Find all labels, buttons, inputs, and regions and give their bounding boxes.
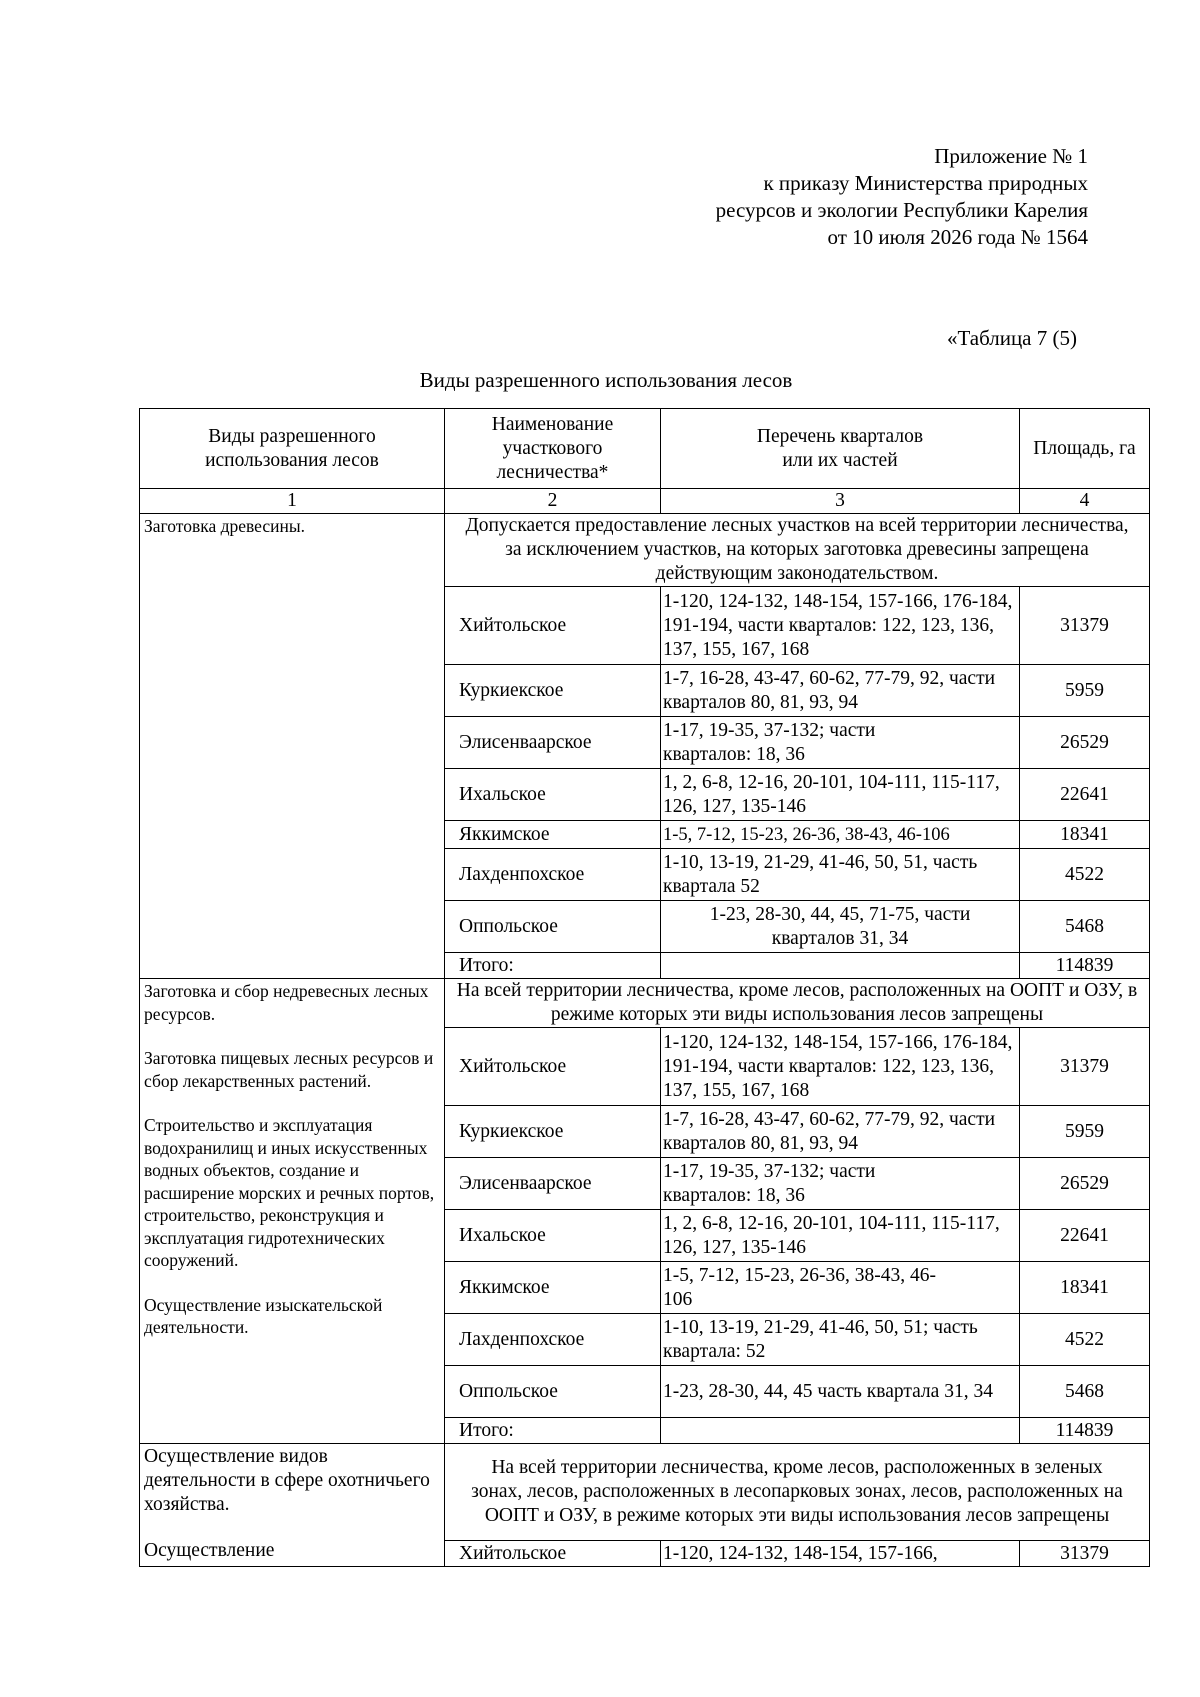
quarters-list: 1-23, 28-30, 44, 45 часть квартала 31, 34 bbox=[661, 1366, 1020, 1418]
header-forestry: Наименование участкового лесничества* bbox=[445, 409, 661, 489]
annex-block bbox=[716, 143, 1088, 251]
annex-line-3: ресурсов и экологии Республики Карелия bbox=[715, 198, 1088, 222]
quarters-list: 1-17, 19-35, 37-132; части кварталов: 18, 36 bbox=[661, 1158, 1020, 1210]
area-value: 26529 bbox=[1020, 1158, 1150, 1210]
quarters-list: 1, 2, 6-8, 12-16, 20-101, 104-111, 115-117, 126, 127, 135-146 bbox=[661, 1210, 1020, 1262]
total-label: Итого: bbox=[445, 953, 661, 979]
use-type-text: Осуществление изыскательской деятельности. bbox=[144, 1294, 383, 1337]
table-row bbox=[140, 514, 1150, 587]
forestry-name: Оппольское bbox=[445, 901, 661, 953]
area-value: 4522 bbox=[1020, 1314, 1150, 1366]
quarters-list: 1-17, 19-35, 37-132; части кварталов: 18, 36 bbox=[661, 717, 1020, 769]
section-note: На всей территории лесничества, кроме лесов, расположенных на ООПТ и ОЗУ, в режиме которых эти виды использования лесов запрещены bbox=[445, 979, 1150, 1028]
annex-line-4: от 10 июля 2026 года № 1564 bbox=[827, 225, 1088, 249]
quarters-list: 1-10, 13-19, 21-29, 41-46, 50, 51, часть квартала 52 bbox=[661, 849, 1020, 901]
forestry-name: Хийтольское bbox=[445, 1541, 661, 1567]
area-value: 4522 bbox=[1020, 849, 1150, 901]
table-number: «Таблица 7 (5) bbox=[946, 326, 1077, 350]
column-number: 2 bbox=[445, 489, 661, 514]
use-type-cell bbox=[140, 1444, 445, 1567]
area-value: 5468 bbox=[1020, 1366, 1150, 1418]
area-value: 18341 bbox=[1020, 821, 1150, 849]
use-type-text: Осуществление bbox=[144, 1540, 275, 1561]
header-area: Площадь, га bbox=[1020, 409, 1150, 489]
total-label: Итого: bbox=[445, 1418, 661, 1444]
section-note: Допускается предоставление лесных участков на всей территории лесничества, за исключением участков, на которых заготовка древесины запрещена действующим законодательством. bbox=[445, 514, 1150, 587]
quarters-list: 1-120, 124-132, 148-154, 157-166, bbox=[661, 1541, 1020, 1567]
forestry-name: Элисенваарское bbox=[445, 1158, 661, 1210]
header-quarters: Перечень кварталов или их частей bbox=[661, 409, 1020, 489]
area-value: 31379 bbox=[1020, 1028, 1150, 1106]
use-type-text: Заготовка древесины. bbox=[144, 516, 306, 536]
forestry-name: Оппольское bbox=[445, 1366, 661, 1418]
quarters-list: 1-7, 16-28, 43-47, 60-62, 77-79, 92, части кварталов 80, 81, 93, 94 bbox=[661, 1106, 1020, 1158]
area-value: 22641 bbox=[1020, 1210, 1150, 1262]
quarters-list: 1-120, 124-132, 148-154, 157-166, 176-184, 191-194, части кварталов: 122, 123, 136, 137, 155, 167, 168 bbox=[661, 1028, 1020, 1106]
use-type-text: Заготовка пищевых лесных ресурсов и сбор лекарственных растений. bbox=[144, 1048, 434, 1091]
annex-line-2: к приказу Министерства природных bbox=[763, 171, 1088, 195]
forestry-name: Лахденпохское bbox=[445, 1314, 661, 1366]
column-numbers-row bbox=[140, 489, 1150, 514]
quarters-list: 1-23, 28-30, 44, 45, 71-75, части кварталов 31, 34 bbox=[661, 901, 1020, 953]
area-value: 31379 bbox=[1020, 587, 1150, 665]
forestry-name: Элисенваарское bbox=[445, 717, 661, 769]
forestry-name: Хийтольское bbox=[445, 1028, 661, 1106]
use-type-text: Строительство и эксплуатация водохранилищ и иных искусственных водных объектов, создание и расширение морских и речных портов, строительство, реконструкция и эксплуатация гидротехнических сооружений. bbox=[144, 1115, 435, 1270]
quarters-list: 1-5, 7-12, 15-23, 26-36, 38-43, 46-106 bbox=[661, 1262, 1020, 1314]
area-value: 31379 bbox=[1020, 1541, 1150, 1567]
quarters-list: 1-5, 7-12, 15-23, 26-36, 38-43, 46-106 bbox=[661, 821, 1020, 849]
forest-use-table bbox=[139, 408, 1150, 1567]
empty-cell bbox=[661, 953, 1020, 979]
section-note: На всей территории лесничества, кроме лесов, расположенных в зеленых зонах, лесов, расположенных в лесопарковых зонах, лесов, расположенных на ООПТ и ОЗУ, в режиме которых эти виды использования лесов запрещены bbox=[445, 1444, 1150, 1541]
table-title: Виды разрешенного использования лесов bbox=[419, 368, 793, 392]
column-number: 1 bbox=[140, 489, 445, 514]
area-value: 5959 bbox=[1020, 1106, 1150, 1158]
use-type-text: Заготовка и сбор недревесных лесных ресурсов. bbox=[144, 981, 429, 1024]
annex-line-1: Приложение № 1 bbox=[934, 144, 1088, 168]
forestry-name: Ихальское bbox=[445, 1210, 661, 1262]
use-type-cell bbox=[140, 514, 445, 979]
table-row bbox=[140, 979, 1150, 1028]
forestry-name: Куркиекское bbox=[445, 1106, 661, 1158]
forestry-name: Хийтольское bbox=[445, 587, 661, 665]
quarters-list: 1, 2, 6-8, 12-16, 20-101, 104-111, 115-117, 126, 127, 135-146 bbox=[661, 769, 1020, 821]
column-number: 4 bbox=[1020, 489, 1150, 514]
use-type-text: Осуществление видов деятельности в сфере охотничьего хозяйства. bbox=[144, 1446, 430, 1515]
quarters-list: 1-7, 16-28, 43-47, 60-62, 77-79, 92, части кварталов 80, 81, 93, 94 bbox=[661, 665, 1020, 717]
forestry-name: Яккимское bbox=[445, 821, 661, 849]
column-number: 3 bbox=[661, 489, 1020, 514]
area-value: 22641 bbox=[1020, 769, 1150, 821]
forestry-name: Куркиекское bbox=[445, 665, 661, 717]
area-value: 26529 bbox=[1020, 717, 1150, 769]
forestry-name: Ихальское bbox=[445, 769, 661, 821]
total-area: 114839 bbox=[1020, 953, 1150, 979]
total-area: 114839 bbox=[1020, 1418, 1150, 1444]
header-row bbox=[140, 409, 1150, 489]
forestry-name: Яккимское bbox=[445, 1262, 661, 1314]
area-value: 5468 bbox=[1020, 901, 1150, 953]
forestry-name: Лахденпохское bbox=[445, 849, 661, 901]
use-type-cell bbox=[140, 979, 445, 1444]
quarters-list: 1-120, 124-132, 148-154, 157-166, 176-184, 191-194, части кварталов: 122, 123, 136, 137, 155, 167, 168 bbox=[661, 587, 1020, 665]
area-value: 5959 bbox=[1020, 665, 1150, 717]
area-value: 18341 bbox=[1020, 1262, 1150, 1314]
empty-cell bbox=[661, 1418, 1020, 1444]
table-row bbox=[140, 1444, 1150, 1541]
quarters-list: 1-10, 13-19, 21-29, 41-46, 50, 51; часть квартала: 52 bbox=[661, 1314, 1020, 1366]
header-use-types: Виды разрешенного использования лесов bbox=[140, 409, 445, 489]
